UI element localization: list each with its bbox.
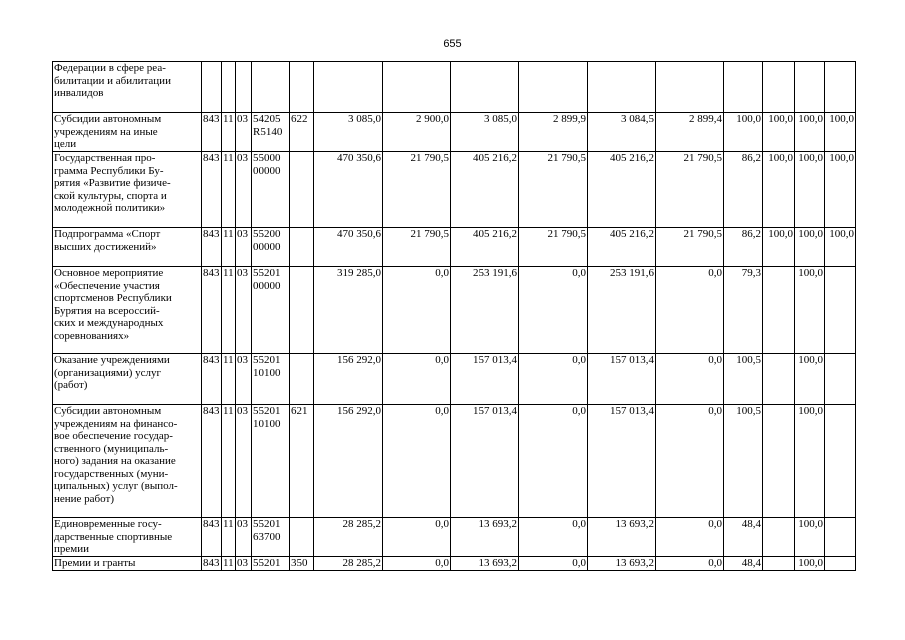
cell-subsection: 03 (236, 518, 252, 557)
cell-refined-federal: 21 790,5 (519, 152, 588, 228)
cell-subsection: 03 (236, 354, 252, 405)
cell-executed-federal: 0,0 (656, 354, 724, 405)
cell-subsection: 03 (236, 267, 252, 354)
cell-approved-total: 3 085,0 (314, 113, 383, 152)
cell-pct-4 (825, 557, 856, 571)
cell-expense-type (290, 518, 314, 557)
table-row (53, 405, 856, 518)
table-row (53, 354, 856, 405)
cell-name: Государственная про- грамма Республики Бу- рятия «Развитие физиче- ской культуры, спорта и молодежной политики» (53, 152, 202, 228)
cell-pct-3: 100,0 (795, 518, 825, 557)
cell-refined-total: 13 693,2 (451, 518, 519, 557)
cell-grbs (202, 62, 222, 113)
cell-approved-total: 470 350,6 (314, 152, 383, 228)
cell-subsection: 03 (236, 113, 252, 152)
cell-target-article: 55201 10100 (252, 405, 290, 518)
cell-executed-total: 157 013,4 (588, 354, 656, 405)
cell-refined-federal (519, 62, 588, 113)
cell-pct-2 (763, 405, 795, 518)
cell-executed-total: 405 216,2 (588, 152, 656, 228)
cell-executed-total: 405 216,2 (588, 228, 656, 267)
cell-approved-total: 28 285,2 (314, 557, 383, 571)
cell-expense-type: 621 (290, 405, 314, 518)
cell-approved-federal (383, 62, 451, 113)
cell-expense-type (290, 152, 314, 228)
cell-section: 11 (223, 557, 234, 569)
cell-refined-total: 405 216,2 (451, 152, 519, 228)
cell-approved-total: 470 350,6 (314, 228, 383, 267)
cell-executed-total: 13 693,2 (588, 557, 656, 571)
cell-section: 11 (222, 267, 236, 354)
cell-grbs: 843 (203, 557, 220, 569)
cell-grbs: 843 (202, 113, 222, 152)
cell-pct-2: 100,0 (763, 228, 795, 267)
cell-refined-total: 253 191,6 (451, 267, 519, 354)
cell-target-article: 54205 R5140 (252, 113, 290, 152)
cell-pct-1: 86,2 (724, 228, 763, 267)
cell-executed-federal: 21 790,5 (656, 228, 724, 267)
cell-pct-4: 100,0 (825, 152, 856, 228)
cell-target-article: 55201 10100 (252, 354, 290, 405)
cell-executed-federal: 21 790,5 (656, 152, 724, 228)
cell-grbs: 843 (202, 267, 222, 354)
cell-target-article: 55000 00000 (252, 152, 290, 228)
cell-executed-total: 13 693,2 (588, 518, 656, 557)
cell-approved-total: 319 285,0 (314, 267, 383, 354)
cell-pct-1: 79,3 (724, 267, 763, 354)
cell-subsection: 03 (236, 228, 252, 267)
cell-approved-total: 28 285,2 (314, 518, 383, 557)
cell-target-article: 55201 00000 (252, 267, 290, 354)
table-row (53, 113, 856, 152)
cell-executed-federal: 2 899,4 (656, 113, 724, 152)
budget-table (52, 61, 856, 571)
cell-approved-federal: 0,0 (383, 267, 451, 354)
cell-pct-4 (825, 518, 856, 557)
cell-pct-1: 48,4 (724, 518, 763, 557)
cell-approved-federal: 0,0 (383, 405, 451, 518)
cell-section: 11 (222, 152, 236, 228)
cell-approved-federal: 0,0 (383, 557, 451, 571)
cell-target-article (252, 62, 290, 113)
cell-section: 11 (222, 405, 236, 518)
cell-pct-2 (763, 518, 795, 557)
cell-pct-1: 48,4 (724, 557, 763, 571)
cell-refined-federal: 2 899,9 (519, 113, 588, 152)
cell-pct-1: 100,5 (724, 354, 763, 405)
cell-name: Премии и гранты (53, 557, 202, 571)
cell-approved-federal: 21 790,5 (383, 228, 451, 267)
table-row (53, 518, 856, 557)
cell-pct-3 (795, 62, 825, 113)
cell-refined-federal: 0,0 (519, 557, 588, 571)
cell-pct-4 (825, 267, 856, 354)
cell-refined-federal: 21 790,5 (519, 228, 588, 267)
cell-pct-3: 100,0 (795, 267, 825, 354)
cell-pct-2 (763, 557, 795, 571)
cell-approved-federal: 2 900,0 (383, 113, 451, 152)
cell-executed-federal: 0,0 (656, 405, 724, 518)
cell-pct-1: 86,2 (724, 152, 763, 228)
cell-pct-4 (825, 354, 856, 405)
table-row (53, 557, 856, 571)
table-row (53, 62, 856, 113)
table-row (53, 228, 856, 267)
cell-approved-federal: 21 790,5 (383, 152, 451, 228)
cell-pct-1: 100,5 (724, 405, 763, 518)
cell-section: 11 (222, 354, 236, 405)
cell-refined-total (451, 62, 519, 113)
cell-subsection: 03 (236, 152, 252, 228)
cell-name: Оказание учреждениями (организациями) услуг (работ) (53, 354, 202, 405)
cell-name: Подпрограмма «Спорт высших достижений» (53, 228, 202, 267)
cell-pct-2 (763, 354, 795, 405)
cell-name: Единовременные госу- дарственные спортивные премии (53, 518, 202, 557)
cell-refined-federal: 0,0 (519, 267, 588, 354)
cell-executed-federal (656, 62, 724, 113)
table-row (53, 152, 856, 228)
cell-pct-4: 100,0 (825, 228, 856, 267)
cell-executed-total: 3 084,5 (588, 113, 656, 152)
cell-executed-federal: 0,0 (656, 267, 724, 354)
cell-pct-4 (825, 62, 856, 113)
cell-name: Субсидии автономным учреждениям на иные цели (53, 113, 202, 152)
cell-executed-total (588, 62, 656, 113)
cell-refined-total: 157 013,4 (451, 354, 519, 405)
cell-pct-3: 100,0 (795, 557, 825, 571)
cell-approved-total: 156 292,0 (314, 405, 383, 518)
cell-target-article: 55200 00000 (252, 228, 290, 267)
cell-section: 11 (222, 113, 236, 152)
cell-expense-type (290, 354, 314, 405)
table-row (53, 267, 856, 354)
cell-approved-federal: 0,0 (383, 518, 451, 557)
cell-pct-3: 100,0 (795, 354, 825, 405)
cell-grbs: 843 (202, 405, 222, 518)
cell-grbs: 843 (202, 518, 222, 557)
cell-pct-1: 100,0 (724, 113, 763, 152)
cell-expense-type (290, 267, 314, 354)
cell-refined-total: 405 216,2 (451, 228, 519, 267)
cell-expense-type: 622 (290, 113, 314, 152)
cell-approved-federal: 0,0 (383, 354, 451, 405)
cell-refined-total: 3 085,0 (451, 113, 519, 152)
cell-pct-2: 100,0 (763, 152, 795, 228)
cell-subsection (236, 62, 252, 113)
cell-approved-total: 156 292,0 (314, 354, 383, 405)
cell-subsection: 03 (236, 405, 252, 518)
cell-grbs: 843 (202, 228, 222, 267)
cell-refined-total: 13 693,2 (451, 557, 519, 571)
cell-pct-3: 100,0 (795, 152, 825, 228)
cell-executed-total: 253 191,6 (588, 267, 656, 354)
cell-target-article: 55201 (252, 557, 290, 571)
cell-pct-3: 100,0 (795, 113, 825, 152)
cell-expense-type (290, 62, 314, 113)
cell-pct-2 (763, 267, 795, 354)
cell-pct-4 (825, 405, 856, 518)
cell-refined-federal: 0,0 (519, 405, 588, 518)
cell-subsection: 03 (236, 557, 252, 571)
cell-section: 11 (222, 228, 236, 267)
cell-section (222, 62, 236, 113)
cell-executed-federal: 0,0 (656, 518, 724, 557)
cell-pct-2: 100,0 (763, 113, 795, 152)
cell-refined-total: 157 013,4 (451, 405, 519, 518)
cell-name: Субсидии автономным учреждениям на финансо- вое обеспечение государ- ственного (муниципаль- ного) задания на оказание государственных (муни- ципальных) услуг (выпол- нение работ) (53, 405, 202, 518)
cell-grbs: 843 (202, 152, 222, 228)
cell-expense-type (290, 228, 314, 267)
cell-section: 11 (222, 518, 236, 557)
cell-refined-federal: 0,0 (519, 354, 588, 405)
cell-target-article: 55201 63700 (252, 518, 290, 557)
cell-name: Федерации в сфере реа- билитации и абилитации инвалидов (53, 62, 202, 113)
cell-pct-3: 100,0 (795, 405, 825, 518)
cell-refined-federal: 0,0 (519, 518, 588, 557)
cell-pct-1 (724, 62, 763, 113)
page-number: 655 (443, 38, 462, 50)
cell-approved-total (314, 62, 383, 113)
cell-expense-type: 350 (290, 557, 314, 571)
cell-executed-total: 157 013,4 (588, 405, 656, 518)
cell-pct-4: 100,0 (825, 113, 856, 152)
cell-executed-federal: 0,0 (656, 557, 724, 571)
cell-name: Основное мероприятие «Обеспечение участия спортсменов Республики Бурятия на всероссий- ских и международных соревнованиях» (53, 267, 202, 354)
cell-grbs: 843 (202, 354, 222, 405)
cell-pct-2 (763, 62, 795, 113)
cell-pct-3: 100,0 (795, 228, 825, 267)
